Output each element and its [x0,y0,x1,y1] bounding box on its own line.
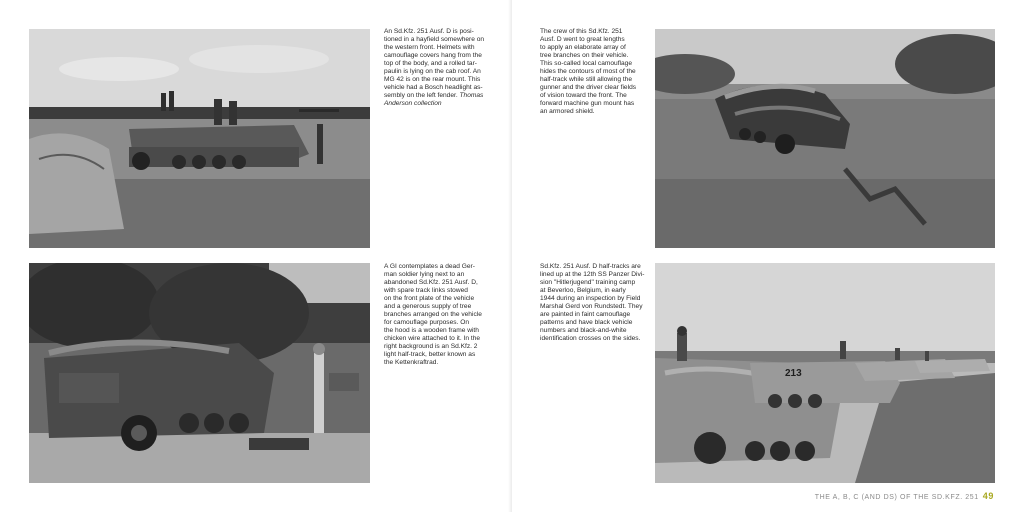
running-footer [815,491,994,501]
vehicle-number: 213 [785,368,802,379]
right-page [512,0,1024,512]
photo-lined-up-halftracks [655,263,995,483]
photo-hayfield-halftrack [29,29,370,248]
running-title: THE A, B, C (AND DS) OF THE SD.KFZ. 251 [814,494,979,501]
photo-abandoned-halftrack [29,263,370,483]
page-number: 49 [982,491,994,501]
photo-camouflaged-halftrack [655,29,995,248]
caption-abandoned: A GI contemplates a dead Ger- man soldier lying next to an abandoned Sd.Kfz. 251 Ausf. D, with spare track links stowed on the front plate of the vehicle and a generous supply of tree branches arranged on the vehicle for camouflage purposes. On the hood is a wooden frame with chicken wire attached to it. In the right background is an Sd.Kfz. 2 light half-track, better known as the Kettenkraftrad. [384,263,482,366]
caption-beverloo: Sd.Kfz. 251 Ausf. D half-tracks are lined up at the 12th SS Panzer Divi- sion "Hitlerjugend" training camp at Beverloo, Belgium, in early 1944 during an inspection by Field Marshal Gerd von Rundstedt. They are painted in faint camouflage patterns and have black vehicle numbers and black-and-white identification crosses on the sides. [540,263,645,342]
caption-camouflaged: The crew of this Sd.Kfz. 251 Ausf. D went to great lengths to apply an elaborate array of tree branches on their vehicle. This so-called local camouflage hides the contours of most of the half-track while still allowing the gunner and the driver clear fields of vision toward the front. The forward machine gun mount has an armored shield. [540,28,637,115]
caption-hayfield: An Sd.Kfz. 251 Ausf. D is posi- tioned in a hayfield somewhere on the western front. Helmets with camouflage covers hang from the top of the body, and a rolled tar- paulin is lying on the cab roof. An MG 42 is on the rear mount. This vehicle had a Bosch headlight as- sembly on the left fender. Thomas Anderson collection [384,28,485,107]
photo-credit: Thomas Anderson collection [384,92,484,107]
